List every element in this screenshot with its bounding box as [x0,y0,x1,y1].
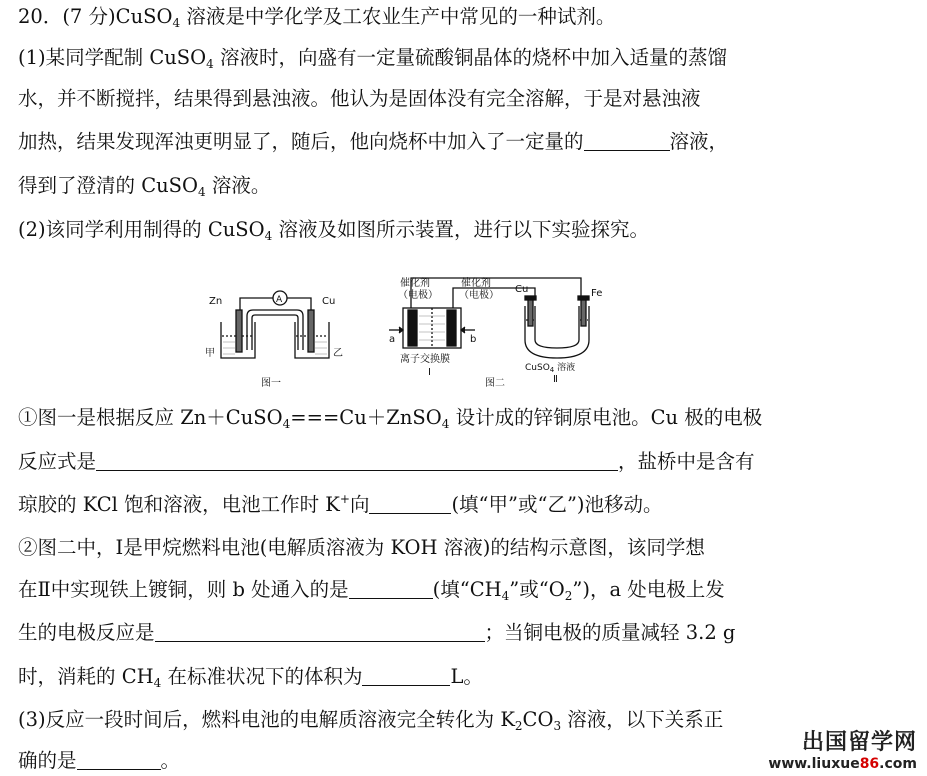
text: 溶液， [669,130,729,153]
catalyst-label-right: 催化剂 [461,278,491,289]
part3-line2 [18,748,180,774]
q2-line3 [18,620,735,646]
question-number: 20． [18,5,63,28]
text: 在标准状况下的体积为 [161,665,363,688]
answer-blank[interactable] [362,666,450,686]
inlet-a-label: a [389,334,396,345]
membrane-label: 离子交换膜 [400,354,450,365]
electrode-label-right: （电极） [459,290,499,301]
text: 溶液。 [205,174,271,197]
jia-label: 甲 [205,348,215,359]
text: (填“CH [432,578,502,601]
q1-line3 [18,492,663,518]
zn-electrode [236,310,242,352]
inlet-b-label: b [470,334,477,345]
text: 。 [160,749,181,772]
fe-label: Fe [591,288,603,299]
text: 确的是 [18,749,77,772]
answer-blank[interactable] [584,131,670,151]
ammeter-label: A [276,295,283,305]
text: ”)，a 处电极上发 [572,578,725,601]
text: ；当铜电极的质量减轻 3.2 g [484,621,736,644]
text: (2)该同学利用制得的 CuSO [18,218,265,241]
question-intro: 溶液是中学化学及工农业生产中常见的一种试剂。 [180,5,616,28]
text: 溶液及如图所示装置，进行以下实验探究。 [272,218,649,241]
text: (填“甲”或“乙”)池移动。 [451,493,663,516]
text: CO [522,708,554,731]
yi-label: 乙 [333,348,343,359]
fe-electrode [581,298,586,326]
q1-line2 [18,449,755,475]
text: (3)反应一段时间后，燃料电池的电解质溶液完全转化为 K [18,708,515,731]
q2-line2 [18,577,725,603]
solution-label: CuSO$_4$ 溶液 [525,363,576,374]
subscript: 4 [198,185,206,199]
text: ”或“O [509,578,565,601]
zn-label: Zn [209,296,223,307]
watermark-name: 出国留学网 [801,730,917,755]
url-part: www.liuxue [768,756,860,772]
text: 在Ⅱ中实现铁上镀铜，则 b 处通入的是 [18,578,349,601]
text: 设计成的锌铜原电池。Cu 极的电极 [449,406,763,429]
superscript: + [339,492,350,506]
text: 时，消耗的 CH [18,665,154,688]
text: ①图一是根据反应 Zn＋CuSO [18,406,283,429]
answer-blank[interactable] [77,750,161,770]
text: 生的电极反应是 [18,621,155,644]
apparatus-figure [195,270,635,398]
text: 反应式是 [18,450,97,473]
catalyst-label-left: 催化剂 [400,278,430,289]
cu-label: Cu [322,296,336,307]
question-intro: CuSO [115,5,173,28]
subscript: 2 [564,589,573,603]
text: 向 [349,493,370,516]
part1-line2: 水，并不断搅拌，结果得到悬浊液。他认为是固体没有完全溶解，于是对悬浊液 [18,87,701,110]
watermark-url [768,756,917,772]
part1-line1 [18,45,727,71]
answer-blank[interactable] [96,451,618,471]
text: 琼胶的 KCl 饱和溶液，电池工作时 K [18,493,340,516]
part3-line1 [18,707,723,733]
subscript: 4 [282,417,291,431]
part1-line4 [18,173,270,199]
subscript: 4 [264,229,273,243]
catalyst-electrode-left [408,310,417,346]
cell-one-label: I [428,367,431,378]
part2-line1 [18,217,649,243]
url-part: 86 [859,756,880,772]
text: ===Cu＋ZnSO [290,406,442,429]
text: 得到了澄清的 CuSO [18,174,199,197]
answer-blank[interactable] [369,494,451,514]
text: 溶液，以下关系正 [561,708,724,731]
subscript: 4 [441,417,450,431]
q2-line4 [18,664,483,690]
text: (1)某同学配制 CuSO [18,46,207,69]
figure-two-caption: 图二 [485,378,505,389]
answer-blank[interactable] [349,579,433,599]
watermark [768,725,917,772]
cu-electrode [308,310,314,352]
electrode-label-left: （电极） [398,290,438,301]
text: ，盐桥中是含有 [618,450,755,473]
subscript: 4 [172,16,181,30]
url-part: .com [879,756,917,772]
cu-label-2: Cu [515,284,529,295]
q2-line1: ②图二中，Ⅰ是甲烷燃料电池(电解质溶液为 KOH 溶液)的结构示意图，该同学想 [18,536,705,559]
text: 加热，结果发现浑浊更明显了，随后，他向烧杯中加入了一定量的 [18,130,584,153]
catalyst-electrode-right [447,310,456,346]
text: 溶液时，向盛有一定量硫酸铜晶体的烧杯中加入适量的蒸馏 [213,46,727,69]
subscript: 4 [501,589,510,603]
subscript: 4 [153,676,162,690]
subscript: 3 [553,719,562,733]
figure-one-caption: 图一 [261,378,281,389]
question-header [18,4,615,30]
cell-two-label: Ⅱ [553,374,558,385]
q1-line1 [18,405,762,431]
part1-line3 [18,129,728,155]
question-score: (7 分) [62,5,116,28]
figure-one [221,291,329,358]
cu-electrode-2 [528,298,533,326]
text: L。 [450,665,483,688]
answer-blank[interactable] [155,622,485,642]
subscript: 4 [206,57,214,71]
subscript: 2 [514,719,523,733]
